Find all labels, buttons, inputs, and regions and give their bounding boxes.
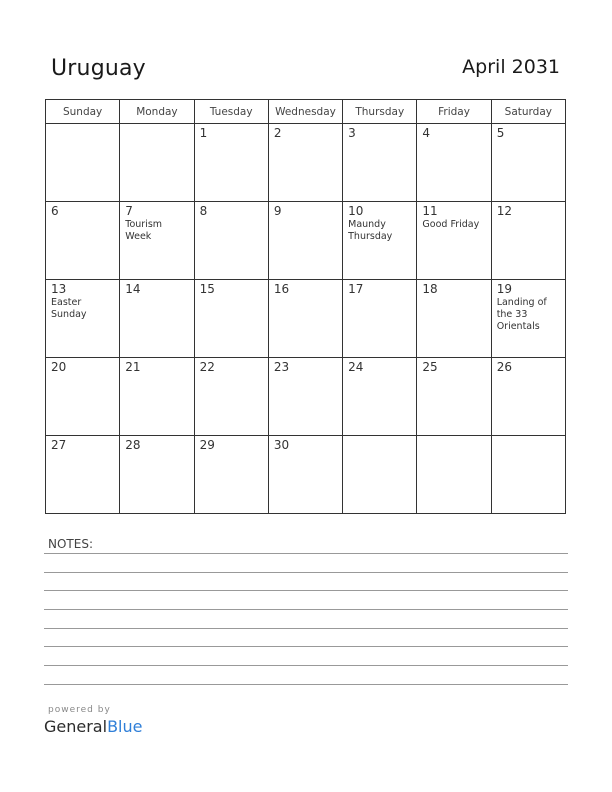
day-cell xyxy=(46,124,120,202)
day-number: 22 xyxy=(199,360,215,374)
day-number: 9 xyxy=(273,204,282,218)
holiday-label xyxy=(195,452,268,453)
note-line xyxy=(44,684,568,685)
day-cell xyxy=(343,124,417,202)
weekday-thursday: Thursday xyxy=(343,100,417,124)
day-cell xyxy=(120,202,194,280)
note-line xyxy=(44,609,568,610)
day-cell xyxy=(120,280,194,358)
holiday-label xyxy=(120,374,193,375)
day-number: 6 xyxy=(51,204,59,218)
generalblue-logo xyxy=(44,717,142,736)
day-cell xyxy=(268,280,342,358)
day-number: 15 xyxy=(199,282,215,296)
day-cell xyxy=(491,124,565,202)
day-cell xyxy=(268,436,342,514)
week-row xyxy=(46,202,566,280)
day-number: 30 xyxy=(273,438,290,452)
day-number: 18 xyxy=(422,282,438,296)
day-number: 14 xyxy=(125,282,141,296)
holiday-label xyxy=(492,140,565,141)
note-line xyxy=(44,590,568,591)
day-number: 20 xyxy=(51,360,67,374)
holiday-label xyxy=(269,374,342,375)
powered-by-text: powered by xyxy=(48,705,111,715)
weekday-tuesday: Tuesday xyxy=(194,100,268,124)
holiday-label xyxy=(492,439,565,440)
day-cell xyxy=(268,358,342,436)
weekday-wednesday: Wednesday xyxy=(268,100,342,124)
day-cell xyxy=(491,358,565,436)
day-cell xyxy=(417,202,491,280)
holiday-label xyxy=(46,127,119,128)
holiday-label xyxy=(120,452,193,453)
day-cell xyxy=(120,124,194,202)
day-cell xyxy=(343,358,417,436)
holiday-label xyxy=(343,439,416,440)
day-number: 13 xyxy=(51,282,67,296)
holiday-label xyxy=(46,374,119,375)
note-line xyxy=(44,665,568,666)
day-cell xyxy=(417,124,491,202)
day-cell xyxy=(194,202,268,280)
holiday-label xyxy=(46,452,119,453)
country-title: Uruguay xyxy=(51,56,146,81)
day-cell xyxy=(46,358,120,436)
holiday-label xyxy=(269,296,342,297)
holiday-label: Landing of the 33 Orientals xyxy=(496,297,547,332)
day-cell xyxy=(46,280,120,358)
day-cell xyxy=(491,202,565,280)
logo-blue-text: Blue xyxy=(107,717,143,736)
day-number: 24 xyxy=(348,360,364,374)
holiday-label xyxy=(195,374,268,375)
holiday-label: Maundy Thursday xyxy=(348,219,393,242)
day-number: 25 xyxy=(422,360,438,374)
day-cell xyxy=(120,358,194,436)
holiday-label xyxy=(343,374,416,375)
day-number: 5 xyxy=(496,126,505,140)
day-cell xyxy=(268,124,342,202)
week-row xyxy=(46,358,566,436)
day-number: 7 xyxy=(125,204,133,218)
day-number: 11 xyxy=(422,204,438,218)
week-row xyxy=(46,280,566,358)
notes-label: NOTES: xyxy=(48,537,93,551)
day-cell xyxy=(417,280,491,358)
day-cell xyxy=(491,280,565,358)
note-line xyxy=(44,572,568,573)
day-number: 26 xyxy=(496,360,512,374)
holiday-label xyxy=(46,218,119,219)
day-number: 1 xyxy=(199,126,208,140)
day-number: 16 xyxy=(273,282,290,296)
day-number: 28 xyxy=(125,438,141,452)
day-number: 2 xyxy=(273,126,282,140)
day-number: 10 xyxy=(348,204,364,218)
weekday-monday: Monday xyxy=(120,100,194,124)
day-cell xyxy=(343,436,417,514)
holiday-label xyxy=(343,140,416,141)
holiday-label xyxy=(492,374,565,375)
day-cell xyxy=(417,358,491,436)
holiday-label xyxy=(417,374,490,375)
holiday-label: Good Friday xyxy=(422,219,480,230)
day-cell xyxy=(46,202,120,280)
day-number: 12 xyxy=(496,204,512,218)
week-row xyxy=(46,436,566,514)
day-cell xyxy=(343,202,417,280)
calendar-grid xyxy=(45,99,566,514)
day-number: 4 xyxy=(422,126,431,140)
holiday-label xyxy=(417,140,490,141)
day-cell xyxy=(194,280,268,358)
day-cell xyxy=(343,280,417,358)
day-cell xyxy=(491,436,565,514)
day-number: 23 xyxy=(273,360,290,374)
holiday-label: Tourism Week xyxy=(125,219,163,242)
day-cell xyxy=(194,358,268,436)
holiday-label xyxy=(417,296,490,297)
day-cell xyxy=(46,436,120,514)
day-number: 21 xyxy=(125,360,141,374)
holiday-label: Easter Sunday xyxy=(51,297,87,320)
month-year-title: April 2031 xyxy=(462,56,560,78)
holiday-label xyxy=(195,140,268,141)
holiday-label xyxy=(417,439,490,440)
day-number: 29 xyxy=(199,438,215,452)
day-number: 3 xyxy=(348,126,356,140)
week-row xyxy=(46,124,566,202)
day-number: 27 xyxy=(51,438,67,452)
day-cell xyxy=(268,202,342,280)
holiday-label xyxy=(269,218,342,219)
holiday-label xyxy=(120,296,193,297)
holiday-label xyxy=(195,296,268,297)
holiday-label xyxy=(195,218,268,219)
holiday-label xyxy=(120,127,193,128)
note-line xyxy=(44,628,568,629)
holiday-label xyxy=(343,296,416,297)
day-cell xyxy=(120,436,194,514)
day-cell xyxy=(194,124,268,202)
note-line xyxy=(44,553,568,554)
holiday-label xyxy=(269,140,342,141)
weekday-header-row xyxy=(46,100,566,124)
weekday-saturday: Saturday xyxy=(491,100,565,124)
weekday-sunday: Sunday xyxy=(46,100,120,124)
weekday-friday: Friday xyxy=(417,100,491,124)
day-number: 8 xyxy=(199,204,208,218)
day-number: 17 xyxy=(348,282,364,296)
day-cell xyxy=(417,436,491,514)
day-cell xyxy=(194,436,268,514)
note-line xyxy=(44,646,568,647)
day-number: 19 xyxy=(496,282,512,296)
holiday-label xyxy=(269,452,342,453)
logo-general-text: General xyxy=(44,717,108,736)
holiday-label xyxy=(492,218,565,219)
